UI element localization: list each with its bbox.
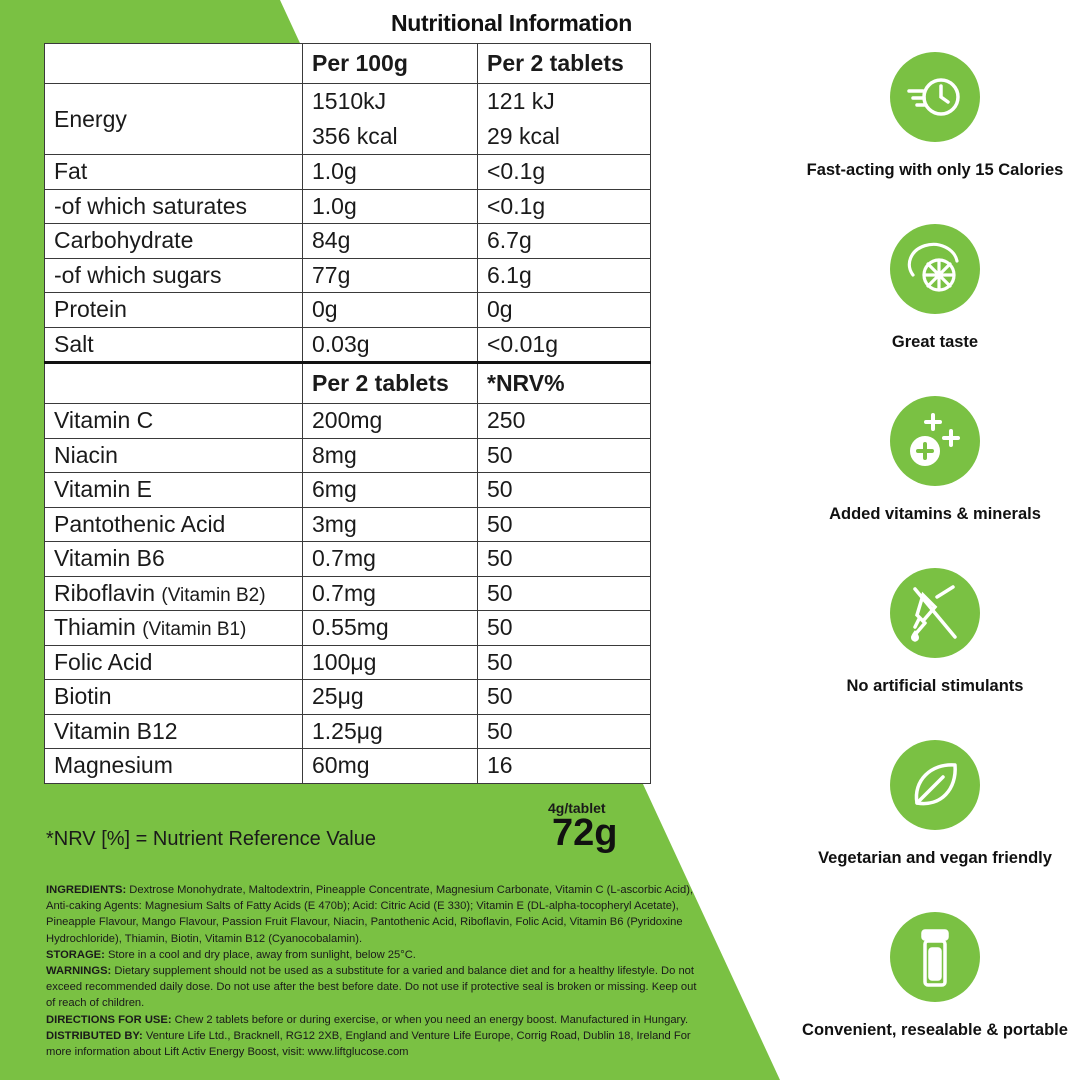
table-row [45, 224, 651, 259]
info-label: DISTRIBUTED BY: [46, 1029, 143, 1042]
vitamin-name: Niacin [45, 438, 303, 473]
vitamin-name: Riboflavin (Vitamin B2) [45, 576, 303, 611]
vitamin-name: Vitamin B6 [45, 542, 303, 577]
nutrient-name: -of which sugars [45, 258, 303, 293]
per-2-tablets-value: 6.1g [478, 258, 651, 293]
table-row [45, 645, 651, 680]
nutrition-title: Nutritional Information [391, 10, 632, 36]
feature-label: No artificial stimulants [846, 677, 1024, 695]
feature-item [780, 568, 1080, 696]
per-2-tablets-value: 6mg [303, 473, 478, 508]
feature-label: Fast-acting with only 15 Calories [806, 161, 1064, 179]
per-2-tablets-value: 121 kJ 29 kcal [478, 84, 651, 155]
per-2-tablets-value: 3mg [303, 507, 478, 542]
feature-item [780, 740, 1080, 868]
info-label: INGREDIENTS: [46, 884, 127, 896]
nutrient-name: Salt [45, 327, 303, 363]
vitamin-name: Vitamin E [45, 473, 303, 508]
column-header [45, 363, 303, 404]
table-row [45, 258, 651, 293]
leaf-icon [890, 740, 980, 830]
info-label: DIRECTIONS FOR USE: [46, 1013, 172, 1026]
per-2-tablets-value: 0.7mg [303, 576, 478, 611]
feature-item [780, 224, 1080, 352]
column-header [45, 44, 303, 84]
per-2-tablets-value: 0g [478, 293, 651, 328]
per-2-tablets-value: <0.1g [478, 155, 651, 190]
nrv-percent: 50 [478, 714, 651, 749]
column-header: *NRV% [478, 363, 651, 404]
nutrition-table [44, 43, 651, 784]
vitamin-name: Vitamin C [45, 404, 303, 439]
nutrient-name: Carbohydrate [45, 224, 303, 259]
info-label: WARNINGS: [46, 965, 112, 978]
per-2-tablets-value: 1.25μg [303, 714, 478, 749]
column-header: Per 2 tablets [478, 44, 651, 84]
feature-label: Added vitamins & minerals [829, 505, 1041, 523]
table-row [45, 327, 651, 363]
info-paragraph: INGREDIENTS: Dextrose Monohydrate, Maltodextrin, Pineapple Concentrate, Magnesium Carbonate, Vitamin C (L-ascorbic Acid), Anti-caking Agents: Magnesium Salts of Fatty Acids (E 470b); Acid: Citric Acid (E 330); Vitamin E (DL-alpha-tocopheryl Acetate), Pineapple Flavour, Mango Flavour, Passion Fruit Flavour, Niacin, Pantothenic Acid, Riboflavin, Folic Acid, Vitamin B6 (Pyridoxine Hydrochloride), Thiamin, Biotin, Vitamin B12 (Cyanocobalamin). [46, 884, 694, 945]
net-weight: 72g [552, 812, 618, 854]
table-row [45, 680, 651, 715]
nrv-percent: 50 [478, 645, 651, 680]
per-100g-value: 1.0g [303, 155, 478, 190]
citrus-slice-icon [890, 224, 980, 314]
nutrient-name: -of which saturates [45, 189, 303, 224]
info-paragraph: DISTRIBUTED BY: Venture Life Ltd., Bracknell, RG12 2XB, England and Venture Life Europe, Corrig Road, Dublin 18, Ireland For more information about Lift Activ Energy Boost, visit: www.liftglucose.com [46, 1029, 691, 1059]
table-row [45, 542, 651, 577]
info-paragraph: STORAGE: Store in a cool and dry place, away from sunlight, below 25°C. [46, 948, 416, 961]
per-100g-value: 1.0g [303, 189, 478, 224]
info-label: STORAGE: [46, 948, 105, 961]
vitamin-name: Thiamin (Vitamin B1) [45, 611, 303, 646]
table-row [45, 438, 651, 473]
per-100g-value: 77g [303, 258, 478, 293]
nrv-percent: 16 [478, 749, 651, 784]
table-row [45, 714, 651, 749]
per-2-tablets-value: 25μg [303, 680, 478, 715]
vitamin-name: Magnesium [45, 749, 303, 784]
feature-label: Vegetarian and vegan friendly [818, 849, 1052, 867]
nrv-percent: 50 [478, 576, 651, 611]
nrv-percent: 50 [478, 680, 651, 715]
per-100g-value: 84g [303, 224, 478, 259]
feature-item [780, 912, 1080, 1040]
column-header: Per 100g [303, 44, 478, 84]
per-100g-value: 1510kJ 356 kcal [303, 84, 478, 155]
per-2-tablets-value: 0.55mg [303, 611, 478, 646]
fast-clock-icon [890, 52, 980, 142]
table-row [45, 404, 651, 439]
table-row [45, 507, 651, 542]
feature-label: Great taste [891, 333, 979, 351]
vitamin-name: Folic Acid [45, 645, 303, 680]
vitamin-name: Pantothenic Acid [45, 507, 303, 542]
plus-vitamins-icon [890, 396, 980, 486]
nrv-percent: 50 [478, 507, 651, 542]
nutrient-name: Protein [45, 293, 303, 328]
vitamin-name: Vitamin B12 [45, 714, 303, 749]
per-100g-value: 0.03g [303, 327, 478, 363]
column-header: Per 2 tablets [303, 363, 478, 404]
no-dropper-icon [890, 568, 980, 658]
table-header-row-vitamins [45, 363, 651, 404]
nutrient-name: Fat [45, 155, 303, 190]
feature-label: Convenient, resealable & portable [802, 1021, 1068, 1039]
table-row [45, 749, 651, 784]
table-row [45, 611, 651, 646]
vitamin-alias: (Vitamin B2) [161, 584, 266, 606]
table-row [45, 473, 651, 508]
per-100g-value: 0g [303, 293, 478, 328]
per-2-tablets-value: 200mg [303, 404, 478, 439]
per-2-tablets-value: 6.7g [478, 224, 651, 259]
nrv-percent: 50 [478, 611, 651, 646]
per-2-tablets-value: 60mg [303, 749, 478, 784]
feature-item [780, 52, 1080, 180]
per-2-tablets-value: 100μg [303, 645, 478, 680]
per-2-tablets-value: 0.7mg [303, 542, 478, 577]
nrv-percent: 50 [478, 542, 651, 577]
info-paragraph: DIRECTIONS FOR USE: Chew 2 tablets before or during exercise, or when you need an energy boost. Manufactured in Hungary. [46, 1013, 689, 1026]
nrv-percent: 250 [478, 404, 651, 439]
nrv-percent: 50 [478, 473, 651, 508]
per-2-tablets-value: 8mg [303, 438, 478, 473]
nrv-percent: 50 [478, 438, 651, 473]
tube-icon [890, 912, 980, 1002]
nutrient-name: Energy [45, 84, 303, 155]
table-row [45, 155, 651, 190]
per-2-tablets-value: <0.01g [478, 327, 651, 363]
vitamin-alias: (Vitamin B1) [142, 619, 247, 641]
tablet-weight: 4g/tablet [548, 800, 606, 816]
table-row [45, 576, 651, 611]
feature-item [780, 396, 1080, 524]
table-row [45, 293, 651, 328]
table-row-energy [45, 84, 651, 155]
table-row [45, 189, 651, 224]
nrv-footnote: *NRV [%] = Nutrient Reference Value [46, 828, 376, 850]
info-paragraph: WARNINGS: Dietary supplement should not be used as a substitute for a varied and balance diet and for a healthy lifestyle. Do not exceed recommended daily dose. Do not use after the best before date. Do not use if protective seal is broken or missing. Keep out of reach of children. [46, 965, 697, 1010]
table-header-row [45, 44, 651, 84]
per-2-tablets-value: <0.1g [478, 189, 651, 224]
vitamin-name: Biotin [45, 680, 303, 715]
product-info-text [46, 882, 706, 1060]
